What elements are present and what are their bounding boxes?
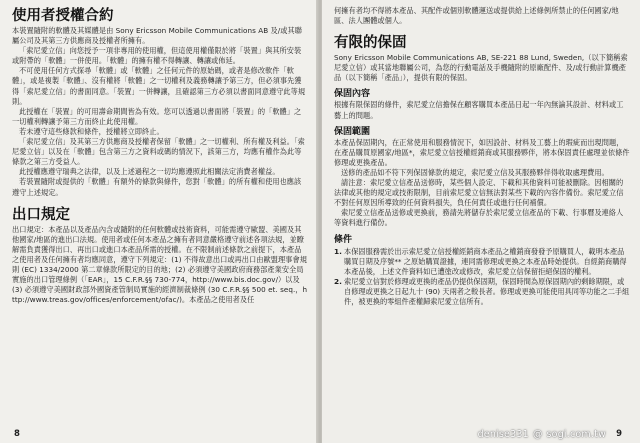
watermark-separator: @ [532,429,543,440]
license-paragraph: 若裝置隨附或提供的「軟體」有額外的條款與條件，您對「軟體」的所有權和使用也應該遵守上述規定。 [12,177,302,197]
section-paragraph: 本產品保固期內，在正常使用和服務情況下，如因設計、材料及工藝上的瑕疵而出現問題，在產品購買原國家/地區*，索尼愛立信授權經銷商或其服務夥伴，將本保固責任處理並依條件修理或更換產品。 [334,137,630,167]
page-left [0,0,318,443]
list-item-number: 1. [334,246,342,256]
section-paragraph: 送修的產品如不符下列保固條款的規定，索尼愛立信及其服務夥伴得收取處理費用。 [341,167,609,177]
license-paragraph: 若未遵守這些條款和條件，授權將立即終止。 [19,126,164,136]
warranty-title: 有限的保固 [334,35,407,52]
photo-watermark [478,429,606,440]
export-title: 出口規定 [12,206,70,223]
section-paragraph: 請注意：索尼愛立信產品送修時，某些個人設定、下載和其他資料可能被刪除。因相關的法律或其他的規定或技術限制，目前索尼愛立信無法對某些下載的內容作備份。索尼愛立信不對任何原因所導致的任何資料損失，負任何責任或進行任何補償。 [334,178,624,208]
license-paragraph: 不可使用任何方式探尋「軟體」或「軟體」之任何元件的原始碼，或者是修改軟件「軟體」，或是複製「軟體」、沒有權將「軟體」之一切權利及義務轉讓予第三方，但必須事先獲得「索尼愛立信」的書面同意。「裝置」一併轉讓，且確認第三方必須以書面同意遵守此等規則。 [12,66,306,106]
section-paragraph: 根據有限保固的條件，索尼愛立信擔保在顧客購買本產品日起一年內無論其設計、材料或工藝上的問題。 [334,100,624,120]
license-paragraph: 「索尼愛立信」向您授予一項非專用的使用權，但這使用權僅限於將「裝置」與其所安裝或附帶的「軟體」一併使用。「軟體」的擁有權不得轉讓、轉讓或佈延。 [12,46,302,66]
license-paragraph: 「索尼愛立信」及其第三方供應商及授權者保留「軟體」之一切權利、所有權及利益。「索尼愛立信」以及在「軟體」包含第三方之資料或碼的情況下，該第三方，均應有權作為此等條款之第三方受益人。 [12,137,305,167]
section-heading-scope: 保固範圍 [334,126,371,137]
section-paragraph: 索尼愛立信產品送修或更換前，務請先將儲存於索尼愛立信產品的下載、行事曆及連絡人等資料進行備份。 [334,208,624,228]
license-paragraph: 此授權在「裝置」的可用壽命期間皆為有效。您可以透過以書面將「裝置」的「軟體」之一切權利轉讓予第三方而終止此使用權。 [12,106,302,126]
license-title: 使用者授權合約 [12,8,114,24]
export-paragraph: 出口規定：本產品以及產品內含或隨附的任何軟體或技術資料，可能需遵守歐盟、美國及其他國家/地區的進出口法規。使用者或任何本產品之擁有者同意嚴格遵守前述各項法規，並瞭解需負責獲得出口、再出口或進口本產品所需的授權。在不限制前述條款之前提下，本產品之使用者及任何擁有者均應同意，遵守下列規定：(1) 不得故意出口或再出口由歐盟理事會規則 (EC) 1334/2000 第二章條款所限定的目的地；(2) 必須遵守美國政府商務部產業安全局實施的出口管理條例（「EAR」，15 C.F.R.§§ 730-774，http://www.bis.doc.gov/）以及 (3) 必須遵守美國財政部外國資產管制局實施的經濟制裁條例 (30 C.F.R.§§ 500 et. seq.，http://www.treas.gov/offices/enforcement/ofac/)。本產品之使用者及任 [12,224,308,305]
list-item-text: 索尼愛立信對於修理或更換的產品仍提供保固期，保固時間為原保固期內的剩餘期限，或自修理或更換之日起九十 (90) 天兩者之較長者。修理或更換可能使用具同等功能之二手組件，被更換的零組件產權歸索尼愛立信所有。 [344,276,630,306]
warranty-intro: Sony Ericsson Mobile Communications AB, SE-221 88 Lund, Sweden,（以下簡稱索尼愛立信）或其當地聯屬公司，為您的行動電話及手機隨附的原廠配件、及/或行動計算機產品（以下簡稱「產品」），提供有限的保固。 [334,53,628,83]
watermark-site: sogi.com.tw [546,429,606,440]
list-item [334,277,630,307]
section-heading-coverage: 保固內容 [334,89,371,100]
list-item [334,247,630,277]
license-paragraph: 本裝置隨附的軟體及其媒體是由 Sony Ericsson Mobile Communications AB 及/或其聯屬公司及其第三方供應商及授權者所擁有。 [12,26,302,46]
continuation-text: 何擁有者均不得將本產品、其配件或個別軟體運送或提供給上述條例所禁止的任何國家/地區、法人團體或個人。 [334,6,619,26]
page-number-left: 8 [14,429,20,439]
section-heading-conditions: 條件 [334,234,353,245]
page-number-right: 9 [616,429,622,439]
page-right [322,0,640,443]
list-item-text: 本保固服務需於出示索尼愛立信授權經銷商本產品之權銷商發發予原購買人，載明本產品購買日期及序號** 之原始購買證據，連同需修理或更換之本產品時始提供。自經銷商購得本產品後，上述文件資料如已遭塗改或修改，索尼愛立信保留拒絕保固的權利。 [344,246,627,276]
conditions-list [334,247,630,308]
watermark-user: denise331 [477,429,529,440]
license-paragraph: 此授權應遵守瑞典之法律，以及上述過程之一切均應遵照此相關法定消費者權益。 [19,167,280,177]
list-item-number: 2. [334,276,342,286]
